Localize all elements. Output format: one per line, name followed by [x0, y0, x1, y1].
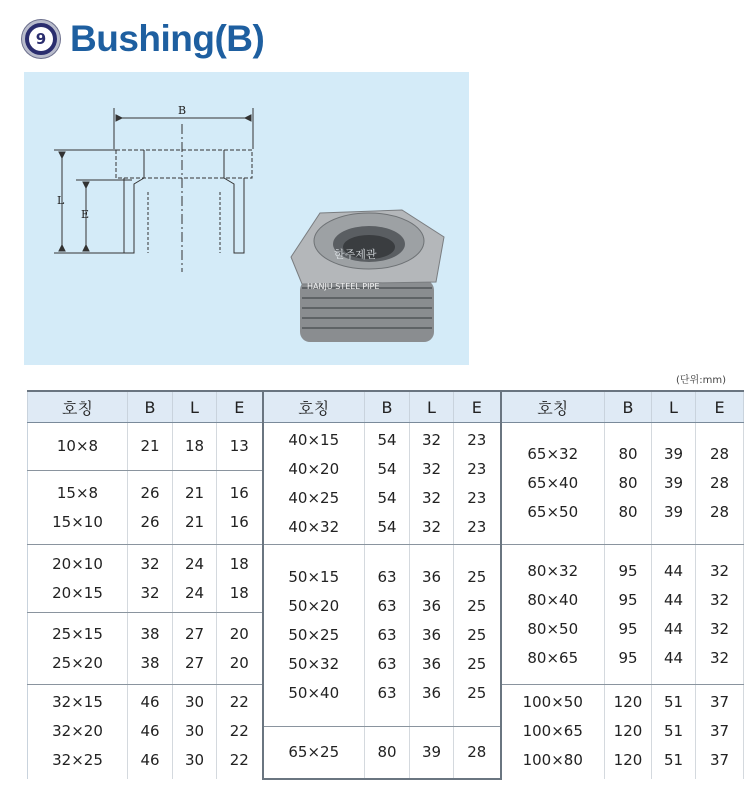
cell-line: 21	[184, 483, 205, 502]
column-b: B	[128, 391, 173, 423]
bushing-drawing	[24, 72, 469, 365]
nominal-cell	[28, 613, 128, 685]
cell-line: 25	[467, 684, 487, 702]
table-row	[28, 423, 744, 471]
cell-line: 36	[421, 597, 442, 615]
unit-note: (단위:mm)	[676, 375, 726, 386]
page-header	[22, 14, 264, 64]
l-cell	[652, 685, 696, 779]
column-nominal: 호칭	[501, 391, 605, 423]
cell-line: 54	[377, 517, 397, 536]
cell-line: 50×32	[288, 655, 340, 673]
column-l: L	[173, 391, 217, 423]
cell-line: 80×65	[527, 648, 579, 667]
cell-line: 50×25	[288, 626, 340, 644]
e-cell	[217, 471, 263, 545]
cell-line: 18	[229, 554, 249, 573]
cell-line: 22	[229, 751, 249, 770]
cell-line: 40×20	[288, 459, 340, 478]
cell-line: 28	[709, 503, 730, 521]
cell-line: 39	[663, 503, 684, 521]
cell-line: 22	[229, 693, 249, 712]
cell-line: 23	[467, 430, 487, 449]
cell-line: 95	[618, 619, 638, 638]
nominal-cell	[28, 471, 128, 545]
cell-line: 120	[613, 751, 643, 770]
cell-line: 80×40	[527, 590, 579, 609]
column-nominal: 호칭	[263, 391, 365, 423]
cell-line: 23	[467, 459, 487, 478]
cell-line: 40×25	[288, 488, 340, 507]
cell-line: 80	[618, 445, 638, 463]
cell-line: 100×65	[522, 722, 583, 741]
cell-line: 32×25	[52, 751, 103, 770]
nominal-cell	[263, 545, 365, 727]
cell-line: 44	[663, 648, 684, 667]
l-cell	[652, 545, 696, 685]
e-cell	[696, 423, 744, 545]
cell-line: 32	[140, 583, 160, 602]
cell-line: 39	[663, 445, 684, 463]
l-cell	[173, 613, 217, 685]
cell-line: 26	[140, 483, 160, 502]
cell-line: 20×15	[52, 583, 103, 602]
dimension-l-label: L	[57, 194, 65, 207]
cell-line: 27	[184, 653, 205, 672]
cell-line: 36	[421, 684, 442, 702]
l-cell: 39	[410, 727, 454, 779]
cell-line: 30	[184, 693, 205, 712]
cell-line: 46	[140, 751, 160, 770]
cell-line: 32	[140, 554, 160, 573]
cell-line: 38	[140, 624, 160, 643]
column-b: B	[605, 391, 652, 423]
cell-line: 15×10	[52, 512, 103, 531]
cell-line: 32×15	[52, 693, 103, 712]
l-cell: 18	[173, 423, 217, 471]
cell-line: 28	[709, 445, 730, 463]
cell-line: 63	[377, 655, 397, 673]
b-cell	[605, 545, 652, 685]
dimension-e-label: E	[81, 208, 90, 221]
cell-line: 32	[421, 459, 442, 478]
cell-line: 39	[663, 474, 684, 492]
cell-line: 63	[377, 684, 397, 702]
watermark-korean: 한주제관	[334, 248, 377, 261]
cell-line: 20	[229, 624, 249, 643]
cell-line: 32	[709, 648, 730, 667]
cell-line: 24	[184, 583, 205, 602]
cell-line: 28	[709, 474, 730, 492]
cell-line: 65×32	[527, 445, 579, 463]
cell-line: 44	[663, 590, 684, 609]
cell-line: 18	[229, 583, 249, 602]
cell-line: 63	[377, 597, 397, 615]
cell-line: 25	[467, 626, 487, 644]
cell-line: 54	[377, 459, 397, 478]
l-cell	[410, 423, 454, 545]
cell-line: 16	[229, 483, 249, 502]
cell-line: 95	[618, 561, 638, 580]
cell-line: 100×50	[522, 693, 583, 712]
table-body	[28, 423, 744, 779]
nominal-cell	[28, 685, 128, 779]
cell-line: 95	[618, 590, 638, 609]
cell-line: 25×15	[52, 624, 103, 643]
cell-line: 32	[709, 590, 730, 609]
b-cell	[605, 423, 652, 545]
e-cell	[454, 545, 501, 727]
cell-line: 80×50	[527, 619, 579, 638]
cell-line: 51	[663, 751, 684, 770]
cell-line: 27	[184, 624, 205, 643]
b-cell	[128, 613, 173, 685]
cell-line: 32×20	[52, 722, 103, 741]
cell-line: 36	[421, 655, 442, 673]
l-cell	[173, 545, 217, 613]
cell-line: 20×10	[52, 554, 103, 573]
nominal-cell: 10×8	[28, 423, 128, 471]
cell-line: 44	[663, 561, 684, 580]
cell-line: 100×80	[522, 751, 583, 770]
cell-line: 25	[467, 655, 487, 673]
cell-line: 120	[613, 722, 643, 741]
cell-line: 15×8	[56, 483, 99, 502]
cell-line: 36	[421, 568, 442, 586]
table-row	[28, 545, 744, 613]
cell-line: 95	[618, 648, 638, 667]
page-title: Bushing(B)	[70, 18, 265, 59]
b-cell: 21	[128, 423, 173, 471]
cell-line: 38	[140, 653, 160, 672]
l-cell	[410, 545, 454, 727]
e-cell	[696, 545, 744, 685]
b-cell	[128, 685, 173, 779]
cell-line: 16	[229, 512, 249, 531]
e-cell	[217, 613, 263, 685]
nominal-cell: 65×25	[263, 727, 365, 779]
l-cell	[173, 471, 217, 545]
e-cell	[217, 545, 263, 613]
cell-line: 20	[229, 653, 249, 672]
cell-line: 25×20	[52, 653, 103, 672]
bushing-photo	[291, 210, 444, 342]
b-cell: 80	[365, 727, 410, 779]
column-l: L	[652, 391, 696, 423]
column-nominal: 호칭	[28, 391, 128, 423]
cell-line: 50×15	[288, 568, 340, 586]
b-cell	[128, 471, 173, 545]
cell-line: 51	[663, 722, 684, 741]
cell-line: 36	[421, 626, 442, 644]
cell-line: 65×40	[527, 474, 579, 492]
dimension-table	[27, 390, 744, 780]
cell-line: 50×20	[288, 597, 340, 615]
cell-line: 30	[184, 751, 205, 770]
column-b: B	[365, 391, 410, 423]
cell-line: 23	[467, 517, 487, 536]
cell-line: 37	[709, 751, 730, 770]
column-e: E	[454, 391, 501, 423]
cell-line: 120	[613, 693, 643, 712]
e-cell: 28	[454, 727, 501, 779]
section-number: 9	[29, 27, 53, 51]
cell-line: 30	[184, 722, 205, 741]
cell-line: 40×32	[288, 517, 340, 536]
b-cell	[365, 545, 410, 727]
cell-line: 51	[663, 693, 684, 712]
dimension-b-label: B	[178, 104, 187, 117]
cell-line: 32	[421, 517, 442, 536]
cell-line: 32	[709, 619, 730, 638]
l-cell	[173, 685, 217, 779]
cell-line: 21	[184, 512, 205, 531]
cell-line: 32	[709, 561, 730, 580]
cell-line: 65×50	[527, 503, 579, 521]
cell-line: 32	[421, 430, 442, 449]
nominal-cell	[501, 685, 605, 779]
e-cell	[454, 423, 501, 545]
nominal-cell	[501, 545, 605, 685]
nominal-cell	[28, 545, 128, 613]
watermark-english: HANJU STEEL PIPE	[307, 282, 380, 291]
table-header	[28, 391, 744, 423]
b-cell	[128, 545, 173, 613]
e-cell: 13	[217, 423, 263, 471]
cell-line: 26	[140, 512, 160, 531]
column-l: L	[410, 391, 454, 423]
cell-line: 63	[377, 568, 397, 586]
product-figure	[24, 72, 469, 365]
cell-line: 23	[467, 488, 487, 507]
cell-line: 22	[229, 722, 249, 741]
cell-line: 80	[618, 474, 638, 492]
cell-line: 40×15	[288, 430, 340, 449]
e-cell	[217, 685, 263, 779]
cell-line: 80	[618, 503, 638, 521]
e-cell	[696, 685, 744, 779]
cell-line: 37	[709, 722, 730, 741]
l-cell	[652, 423, 696, 545]
cell-line: 50×40	[288, 684, 340, 702]
technical-drawing	[54, 108, 253, 272]
b-cell	[605, 685, 652, 779]
nominal-cell	[263, 423, 365, 545]
cell-line: 37	[709, 693, 730, 712]
cell-line: 24	[184, 554, 205, 573]
column-e: E	[217, 391, 263, 423]
cell-line: 25	[467, 568, 487, 586]
nominal-cell	[501, 423, 605, 545]
cell-line: 54	[377, 430, 397, 449]
b-cell	[365, 423, 410, 545]
cell-line: 32	[421, 488, 442, 507]
cell-line: 63	[377, 626, 397, 644]
cell-line: 46	[140, 693, 160, 712]
cell-line: 44	[663, 619, 684, 638]
cell-line: 25	[467, 597, 487, 615]
cell-line: 80×32	[527, 561, 579, 580]
section-number-badge	[22, 20, 60, 58]
cell-line: 46	[140, 722, 160, 741]
column-e: E	[696, 391, 744, 423]
cell-line: 54	[377, 488, 397, 507]
